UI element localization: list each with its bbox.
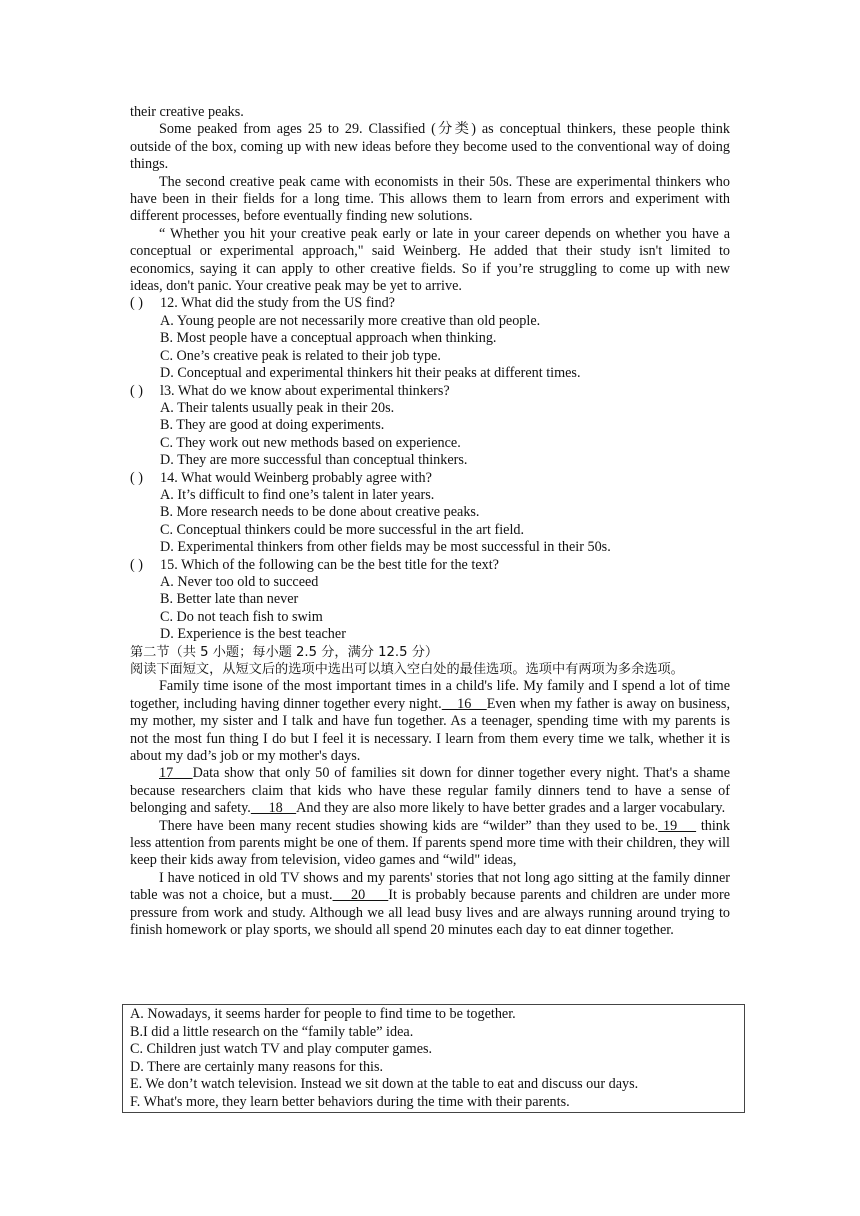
choice-a: A. Nowadays, it seems harder for people to find time to be together.	[130, 1006, 516, 1022]
option-c: C. Do not teach fish to swim	[160, 608, 323, 625]
option-d: D. They are more successful than conceptual thinkers.	[160, 452, 468, 469]
option-b: B. More research needs to be done about creative peaks.	[160, 504, 480, 521]
question-13	[130, 383, 730, 470]
blank-20[interactable]: 20	[332, 887, 389, 904]
option-a: A. Never too old to succeed	[160, 573, 319, 590]
section-instruction: 阅读下面短文，从短文后的选项中选出可以填入空白处的最佳选项。选项中有两项为多余选项。	[130, 662, 684, 677]
section-heading: 第二节（共 5 小题；每小题 2.5 分，满分 12.5 分）	[130, 644, 439, 660]
answer-paren[interactable]: ( )	[130, 382, 143, 399]
question-stem: 12. What did the study from the US find?	[160, 295, 395, 312]
choice-e: E. We don’t watch television. Instead we sit down at the table to eat and discuss our days.	[130, 1076, 639, 1092]
answer-paren[interactable]: ( )	[130, 469, 143, 486]
passage1-paragraph-2: The second creative peak came with economists in their 50s. These are experimental thinkers who have been in their fields for a long time. This allows them to learn from errors and experiment with different processes, before eventually finding new solutions.	[130, 173, 730, 225]
choice-c: C. Children just watch TV and play computer games.	[130, 1041, 433, 1057]
passage2-paragraph-1: Family time isone of the most important times in a child's life. My family and I spend a lot of time together, including having dinner together every night. 16 Even when my father is away on business, my mother, my sister and I talk and have fun together. As a teenager, spending time with my parents is not the most fun thing I do but I feel it is necessary. I learn from them every time we talk, whether it is about my dad’s job or my mother's days.	[130, 678, 730, 765]
option-d: D. Experimental thinkers from other fields may be most successful in their 50s.	[160, 539, 611, 556]
question-stem: 14. What would Weinberg probably agree with?	[160, 469, 432, 486]
option-a: A. Their talents usually peak in their 20s.	[160, 399, 395, 416]
passage2-paragraph-3: There have been many recent studies showing kids are “wilder” than they used to be. 19 think less attention from parents might be one of them. If parents spend more time with their children, they will keep their kids away from television, video games and “wild" ideas,	[130, 817, 730, 869]
answer-paren[interactable]: ( )	[130, 295, 143, 312]
option-a: A. It’s difficult to find one’s talent in later years.	[160, 486, 435, 503]
passage1-paragraph-3: “ Whether you hit your creative peak early or late in your career depends on whether you have a conceptual or experimental approach," said Weinberg. He added that their study isn't limited to economics, saying it can apply to other creative fields. So if you’re struggling to come up with new ideas, don't panic. Your creative peak may be yet to arrive.	[130, 225, 730, 295]
question-15	[130, 557, 730, 644]
passage1-paragraph-0: their creative peaks.	[130, 104, 244, 120]
answer-paren[interactable]: ( )	[130, 556, 143, 573]
option-b: B. Better late than never	[160, 591, 299, 608]
choice-d: D. There are certainly many reasons for this.	[130, 1058, 384, 1075]
options-box	[122, 1004, 745, 1113]
blank-16[interactable]: 16	[441, 695, 487, 712]
option-c: C. Conceptual thinkers could be more successful in the art field.	[160, 521, 525, 538]
passage2-paragraph-2: 17 Data show that only 50 of families sit down for dinner together every night. That's a shame because researchers claim that kids who have these regular family dinners tend to have a sense of belonging and safety. 18 And they are also more likely to have better grades and a larger vocabulary.	[130, 765, 730, 817]
choice-b: B.I did a little research on the “family table” idea.	[130, 1023, 414, 1040]
blank-19[interactable]: 19	[658, 817, 697, 834]
question-14	[130, 470, 730, 557]
choice-f: F. What's more, they learn better behaviors during the time with their parents.	[130, 1093, 570, 1110]
question-stem: 15. Which of the following can be the best title for the text?	[160, 556, 499, 573]
option-b: B. Most people have a conceptual approach when thinking.	[160, 330, 497, 347]
option-d: D. Experience is the best teacher	[160, 626, 346, 643]
option-d: D. Conceptual and experimental thinkers hit their peaks at different times.	[160, 365, 581, 382]
passage2-paragraph-4: I have noticed in old TV shows and my parents' stories that not long ago sitting at the family dinner table was not a choice, but a must. 20 It is probably because parents and children are under more pressure from work and study. Although we all lead busy lives and are always running around trying to finish homework or play sports, we should all spend 20 minutes each day to eat dinner together.	[130, 869, 731, 939]
option-c: C. They work out new methods based on experience.	[160, 434, 461, 451]
question-stem: l3. What do we know about experimental thinkers?	[160, 382, 450, 399]
option-c: C. One’s creative peak is related to their job type.	[160, 347, 441, 364]
page-content	[130, 104, 730, 940]
question-12	[130, 295, 730, 382]
passage1-paragraph-1: Some peaked from ages 25 to 29. Classified (分类) as conceptual thinkers, these people think outside of the box, coming up with new ideas before they become used to the conventional way of doing things.	[130, 121, 730, 173]
blank-18[interactable]: 18	[250, 800, 297, 817]
option-b: B. They are good at doing experiments.	[160, 417, 385, 434]
blank-17[interactable]: 17	[159, 765, 193, 782]
option-a: A. Young people are not necessarily more creative than old people.	[160, 312, 541, 329]
